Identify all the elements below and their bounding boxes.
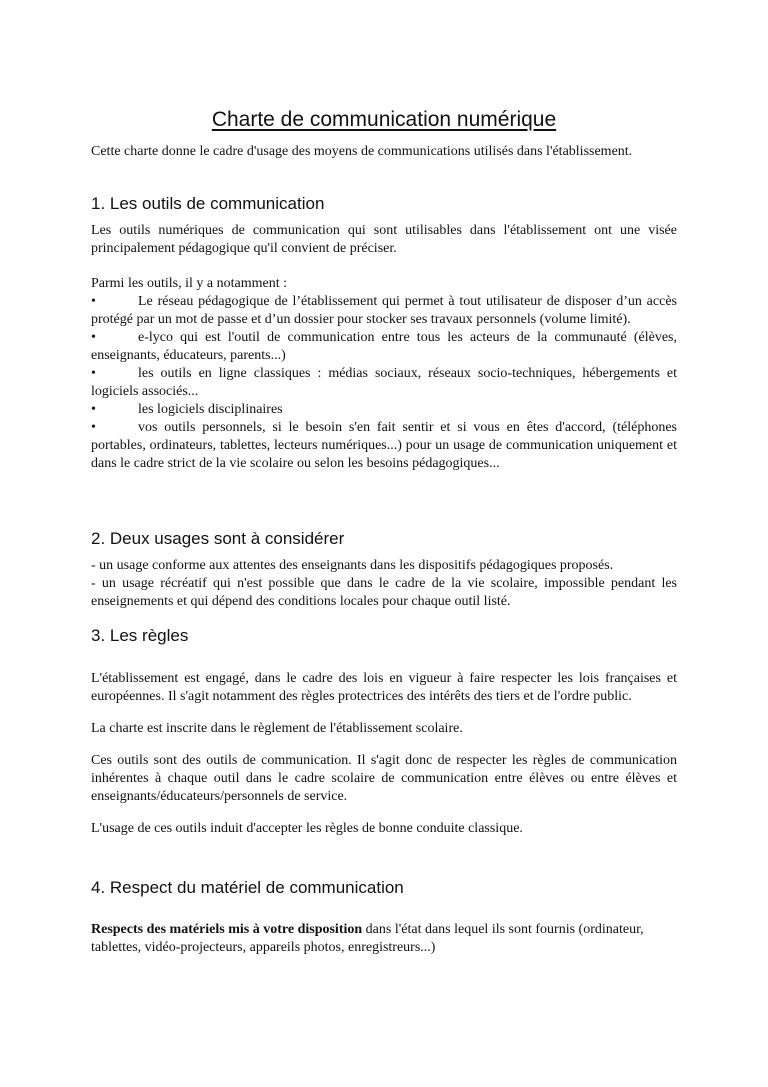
rules-paragraph: L'usage de ces outils induit d'accepter les règles de bonne conduite classique. bbox=[91, 821, 523, 836]
section-4 bbox=[91, 877, 677, 899]
equipment-rest: dans l'état dans lequel ils sont fournis (ordinateur, tablettes, vidéo-projecteurs, appareils photos, enregistreurs...) bbox=[91, 922, 644, 955]
section-1-body bbox=[91, 222, 677, 258]
rules-paragraph: La charte est inscrite dans le règlement de l'établissement scolaire. bbox=[91, 721, 463, 736]
list-item bbox=[91, 419, 677, 473]
bullet-icon: • bbox=[91, 420, 96, 435]
usage-line: - un usage conforme aux attentes des enseignants dans les dispositifs pédagogiques proposés. bbox=[91, 558, 614, 573]
rules-paragraph: L'établissement est engagé, dans le cadre des lois en vigueur à faire respecter les lois françaises et européennes. Il s'agit notamment des règles protectrices des intérêts des tiers et de l'ordre public. bbox=[91, 671, 677, 704]
document-title: Charte de communication numérique bbox=[211, 108, 557, 131]
list-item bbox=[91, 293, 677, 329]
equipment-bold-lead: Respects des matériels mis à votre disposition bbox=[91, 922, 363, 937]
list-item bbox=[91, 401, 677, 419]
bullet-icon: • bbox=[91, 330, 96, 345]
section-2-heading: 2. Deux usages sont à considérer bbox=[91, 529, 345, 548]
section-1-list-intro: Parmi les outils, il y a notamment : bbox=[91, 276, 287, 291]
list-item-text: Le réseau pédagogique de l’établissement qui permet à tout utilisateur de disposer d’un accès protégé par un mot de passe et d’un dossier pour stocker ses travaux personnels (volume limité). bbox=[91, 294, 677, 327]
section-4-heading: 4. Respect du matériel de communication bbox=[91, 878, 404, 897]
section-3-heading: 3. Les règles bbox=[91, 626, 189, 645]
list-item-text: les outils en ligne classiques : médias sociaux, réseaux socio-techniques, hébergements et logiciels associés... bbox=[91, 366, 677, 399]
section-1-heading: 1. Les outils de communication bbox=[91, 194, 325, 213]
rules-paragraph: Ces outils sont des outils de communication. Il s'agit donc de respecter les règles de communication inhérentes à chaque outil dans le cadre scolaire de communication entre élèves ou entre élèves et enseignants/éducateurs/personnels de service. bbox=[91, 753, 677, 804]
list-item bbox=[91, 329, 677, 365]
section-2 bbox=[91, 528, 677, 550]
usage-line: - un usage récréatif qui n'est possible que dans le cadre de la vie scolaire, impossible pendant les enseignements et qui dépend des conditions locales pour chaque outil listé. bbox=[91, 576, 677, 609]
tools-list bbox=[91, 293, 677, 473]
section-1-paragraph: Les outils numériques de communication qui sont utilisables dans l'établissement ont une visée principalement pédagogique qu'il convient de préciser. bbox=[91, 223, 677, 256]
bullet-icon: • bbox=[91, 294, 96, 309]
section-1-list-block bbox=[91, 275, 677, 473]
bullet-icon: • bbox=[91, 402, 96, 417]
section-2-body bbox=[91, 557, 677, 611]
section-4-body bbox=[91, 921, 677, 957]
intro-block bbox=[91, 143, 677, 161]
bullet-icon: • bbox=[91, 366, 96, 381]
intro-paragraph: Cette charte donne le cadre d'usage des moyens de communications utilisés dans l'établissement. bbox=[91, 144, 633, 159]
section-1 bbox=[91, 193, 677, 215]
equipment-paragraph bbox=[91, 921, 677, 957]
list-item-text: e-lyco qui est l'outil de communication entre tous les acteurs de la communauté (élèves, enseignants, éducateurs, parents...) bbox=[91, 330, 677, 363]
section-3 bbox=[91, 625, 677, 647]
list-item-text: vos outils personnels, si le besoin s'en fait sentir et si vous en êtes d'accord, (téléphones portables, ordinateurs, tablettes, lecteurs numériques...) pour un usage de communication uniquement et dans le cadre strict de la vie scolaire ou selon les besoins pédagogiques... bbox=[91, 420, 677, 471]
section-3-body bbox=[91, 670, 677, 838]
list-item-text: les logiciels disciplinaires bbox=[138, 402, 283, 417]
list-item bbox=[91, 365, 677, 401]
